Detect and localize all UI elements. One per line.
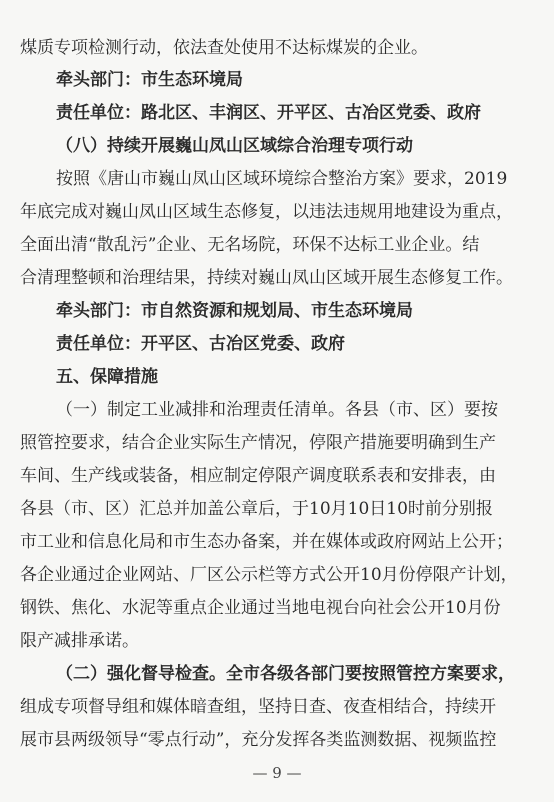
text-line: 煤质专项检测行动，依法查处使用不达标煤炭的企业。	[20, 38, 428, 58]
text-line: （二）强化督导检查。全市各级各部门要按照管控方案要求，	[56, 664, 515, 684]
text-line: 组成专项督导组和媒体暗查组，坚持日查、夜查相结合，持续开	[20, 697, 496, 717]
text-line: 按照《唐山市巍山凤山区域环境综合整治方案》要求，2019	[56, 169, 508, 189]
responsible-unit-line: 责任单位：开平区、古冶区党委、政府	[56, 334, 345, 354]
lead-department-line: 牵头部门：市自然资源和规划局、市生态环境局	[56, 301, 413, 321]
page-number: — 9 —	[252, 764, 302, 782]
text-line: （一）制定工业减排和治理责任清单。各县（市、区）要按	[56, 400, 498, 420]
subsection-heading: （八）持续开展巍山凤山区域综合治理专项行动	[56, 136, 413, 156]
section-heading: 五、保障措施	[56, 367, 158, 387]
text-line: 各企业通过企业网站、厂区公示栏等方式公开10月份停限产计划，	[20, 565, 518, 585]
text-line: 限产减排承诺。	[20, 631, 139, 651]
text-line: 车间、生产线或装备，相应制定停限产调度联系表和安排表，由	[20, 466, 496, 486]
text-line: 照管控要求，结合企业实际生产情况，停限产措施要明确到生产	[20, 433, 496, 453]
text-line: 合清理整顿和治理结果，持续对巍山凤山区域开展生态修复工作。	[20, 268, 513, 288]
text-line: 各县（市、区）汇总并加盖公章后，于10月10日10时前分别报	[20, 499, 493, 519]
lead-department-line: 牵头部门：市生态环境局	[56, 70, 243, 90]
text-line: 市工业和信息化局和市生态办备案，并在媒体或政府网站上公开；	[20, 532, 513, 552]
responsible-unit-line: 责任单位：路北区、丰润区、开平区、古冶区党委、政府	[56, 103, 481, 123]
text-line: 展市县两级领导“零点行动”，充分发挥各类监测数据、视频监控	[20, 730, 497, 750]
text-line: 年底完成对巍山凤山区域生态修复，以违法违规用地建设为重点，	[20, 202, 513, 222]
text-line: 钢铁、焦化、水泥等重点企业通过当地电视台向社会公开10月份	[20, 598, 501, 618]
text-line: 全面出清“散乱污”企业、无名场院，环保不达标工业企业。结	[20, 235, 480, 255]
